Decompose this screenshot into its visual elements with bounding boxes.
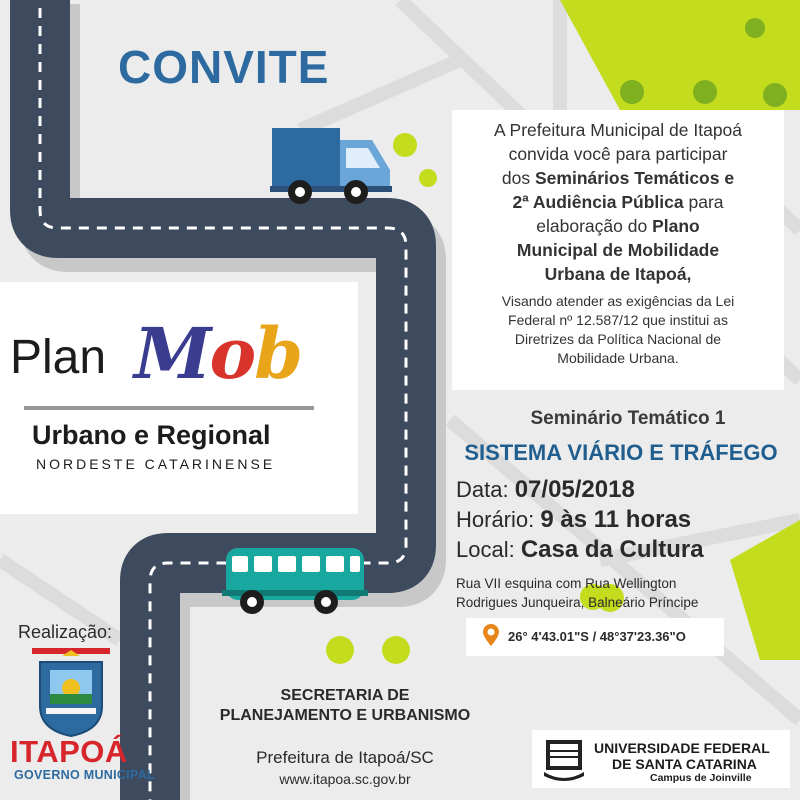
university-line: DE SANTA CATARINA [612,756,757,772]
truck-icon [270,128,392,204]
invitation-highlight: Municipal de Mobilidade [516,240,720,260]
city-name: ITAPOÁ [10,734,128,769]
legal-line: Federal nº 12.587/12 que institui as [508,312,728,328]
invitation-text: elaboração do [536,216,653,236]
invitation-text: dos [501,168,535,188]
event-date [456,476,635,504]
time-label: Horário: [456,507,541,532]
address-line: Rua VII esquina com Rua Wellington [456,576,677,591]
legal-line: Mobilidade Urbana. [557,350,679,366]
invitation-card [452,110,784,390]
date-label: Data: [456,477,515,502]
legal-line: Visando atender as exigências da Lei [501,293,735,309]
university-badge [532,730,790,788]
logo-subtitle: Urbano e Regional [32,420,271,450]
invitation-highlight: 2ª Audiência Pública [512,192,684,212]
page-title: CONVITE [118,41,330,93]
place-value: Casa da Cultura [520,536,704,563]
event-time [456,506,691,534]
event-address [456,574,698,612]
secretariat-name [200,686,490,726]
invitation-highlight: Seminários Temáticos e [535,168,735,188]
coordinates-box [466,618,724,656]
logo-plan-text: Plan [10,331,107,384]
invitation-line: convida você para participar [508,144,728,164]
logo-mob-b: b [254,312,302,395]
government-label: GOVERNO MUNICIPAL [14,768,155,782]
website-link[interactable]: www.itapoa.sc.gov.br [279,771,411,787]
secretariat-line: PLANEJAMENTO E URBANISMO [219,707,471,724]
dot [393,133,417,157]
invitation-line: A Prefeitura Municipal de Itapoá [493,120,743,140]
date-value: 07/05/2018 [514,476,635,503]
invitation-text: para [683,192,724,212]
coordinates-text: 26° 4'43.01"S / 48°37'23.36"O [508,629,686,644]
dot [419,169,437,187]
municipal-crest-icon [32,648,110,738]
seminar-theme: SISTEMA VIÁRIO E TRÁFEGO [464,440,778,465]
map-pin-icon [482,624,500,646]
event-place [456,536,704,564]
logo-region: NORDESTE CATARINENSE [36,456,276,472]
seminar-title: Seminário Temático 1 [530,408,726,429]
university-campus: Campus de Joinville [650,772,752,784]
prefecture-name: Prefeitura de Itapoá/SC [256,748,434,767]
address-line: Rodrigues Junqueira, Balneário Príncipe [456,595,699,610]
logo-mob-text [134,312,301,395]
invitation-highlight: Urbana de Itapoá, [544,264,692,284]
legal-line: Diretrizes da Política Nacional de [514,331,722,347]
logo-divider [24,406,314,410]
place-label: Local: [456,537,521,562]
secretariat-line: SECRETARIA DE [280,687,410,704]
organizer-label: Realização: [18,622,113,642]
logo-mob-m: M [134,312,210,395]
logo-mob-o: o [209,312,255,395]
invitation-highlight: Plano [652,216,700,236]
university-seal-icon [542,738,586,782]
time-value: 9 às 11 horas [540,506,692,533]
university-line: UNIVERSIDADE FEDERAL [594,740,770,756]
